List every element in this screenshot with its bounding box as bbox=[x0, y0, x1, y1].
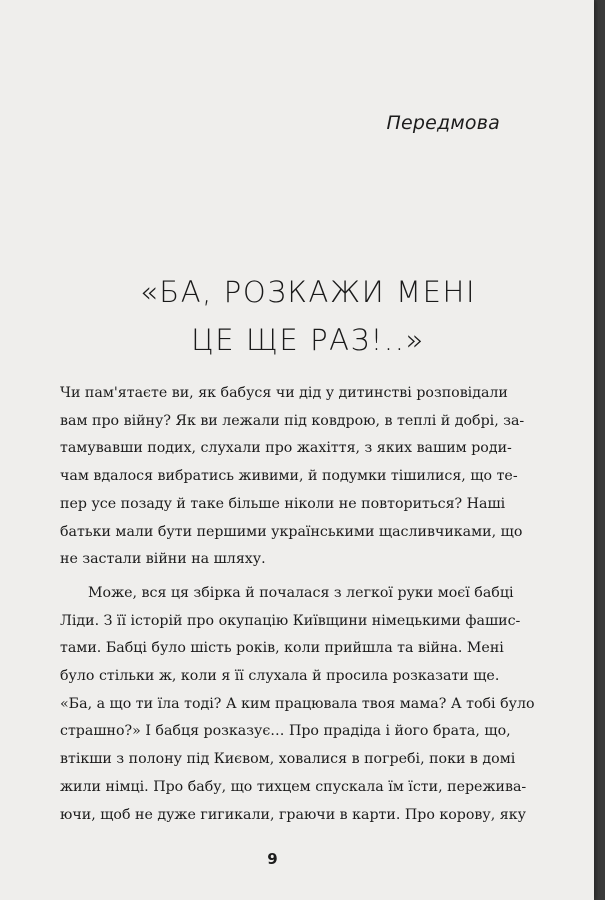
page-number: 9 bbox=[267, 850, 278, 868]
text-line: ючи, щоб не дуже гигикали, граючи в карти. Про корову, яку bbox=[60, 806, 526, 823]
title-line: ЦЕ ЩЕ РАЗ!..» bbox=[191, 323, 425, 357]
paragraph-2 bbox=[60, 580, 535, 829]
text-line: Може, вся ця збірка й почалася з легкої руки моєї бабці bbox=[88, 584, 514, 601]
text-line: тамувавши подих, слухали про жахіття, з яких вашим роди- bbox=[60, 440, 512, 457]
text-line: вам про війну? Як ви лежали під ковдрою, в теплі й добрі, за- bbox=[60, 412, 525, 429]
paragraph-1 bbox=[60, 380, 525, 574]
chapter-title bbox=[60, 268, 556, 364]
text-line: тами. Бабці було шість років, коли прийшла та війна. Мені bbox=[60, 640, 504, 657]
text-line: страшно?» І бабця розказує… Про прадіда і його брата, що, bbox=[60, 723, 511, 740]
text-line: чам вдалося вибратись живими, й подумки тішилися, що те- bbox=[60, 468, 518, 485]
text-line: батьки мали бути першими українськими щасливчиками, що bbox=[60, 523, 523, 540]
text-line: «Ба, а що ти їла тоді? А ким працювала твоя мама? А тобі було bbox=[60, 695, 535, 712]
text-line: втікши з полону під Києвом, ховалися в погребі, поки в домі bbox=[60, 751, 516, 768]
body-text bbox=[60, 380, 535, 829]
text-line: жили німці. Про бабу, що тихцем спускала їм їсти, пережива- bbox=[60, 778, 527, 795]
text-line: було стільки ж, коли я її слухала й просила розказати ще. bbox=[60, 668, 500, 685]
text-line: Ліди. З її історій про окупацію Київщини німецькими фашис- bbox=[60, 612, 521, 629]
section-label: Передмова bbox=[386, 112, 500, 134]
title-line: «БА, РОЗКАЖИ МЕНІ bbox=[139, 275, 477, 309]
text-line: пер усе позаду й таке більше ніколи не повториться? Наші bbox=[60, 495, 506, 512]
text-line: не застали війни на шляху. bbox=[60, 551, 266, 568]
text-line: Чи пам'ятаєте ви, як бабуся чи дід у дитинстві розповідали bbox=[60, 385, 508, 401]
